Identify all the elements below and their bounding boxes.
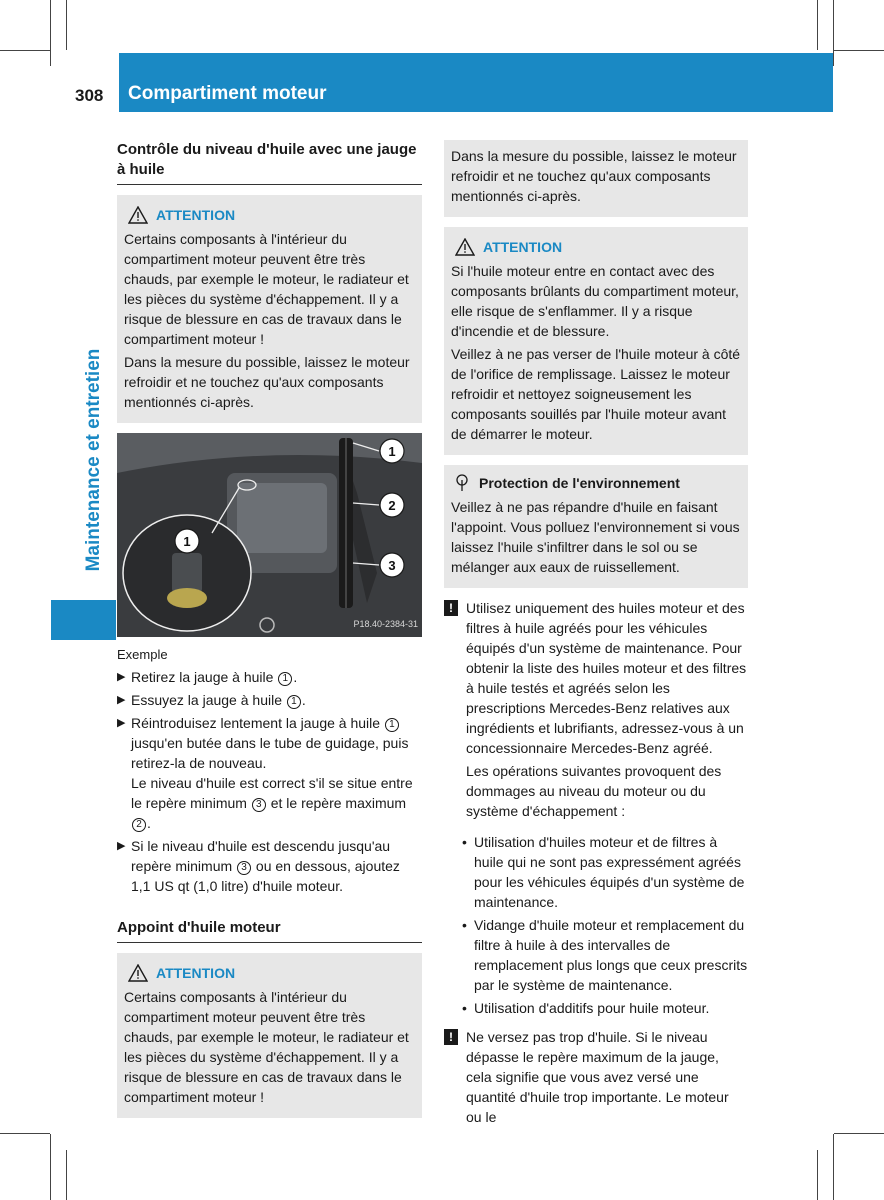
step-text-end: . <box>293 669 298 685</box>
note-text: Les opérations suivantes provoquent des dommages au niveau du moteur ou du système d'échappement : <box>466 763 722 819</box>
environment-title <box>455 473 741 493</box>
note-block <box>444 598 748 826</box>
list-item: • Utilisation d'additifs pour huile moteur. <box>462 1000 710 1016</box>
crop-mark <box>50 0 51 66</box>
callout-2: 2 <box>388 498 396 513</box>
list-item-text: Vidange d'huile moteur et remplacement du filtre à huile à des intervalles de remplacement plus longs que ceux prescrits par le système de maintenance. <box>474 917 748 993</box>
crop-mark <box>834 1133 884 1134</box>
crop-mark <box>50 1134 51 1200</box>
crop-mark <box>833 0 834 66</box>
list-item-text: Utilisation d'additifs pour huile moteur. <box>474 1000 710 1016</box>
step-text: Réintroduisez lentement la jauge à huile <box>131 715 381 731</box>
warning-triangle-icon <box>128 964 148 982</box>
crop-mark <box>834 50 884 51</box>
crop-mark <box>833 1134 834 1200</box>
continued-warning-box <box>444 140 748 217</box>
crop-mark <box>817 0 818 50</box>
instruction-step <box>117 690 422 710</box>
reference-number: 1 <box>287 695 301 709</box>
engine-photo <box>117 433 422 637</box>
reference-number: 1 <box>278 672 292 686</box>
inset-callout-1: 1 <box>183 534 191 549</box>
instruction-step <box>117 836 422 896</box>
right-column <box>444 140 748 1133</box>
list-item: • Utilisation d'huiles moteur et de filtres à huile qui ne sont pas expressément agréés pour les véhicules équipés d'un système de maintenance. <box>444 832 748 912</box>
environment-label: Protection de l'environnement <box>479 475 680 491</box>
step-result: et le repère maximum <box>270 795 407 811</box>
header-divider <box>117 53 119 112</box>
step-text: Essuyez la jauge à huile <box>131 692 282 708</box>
step-result-end: . <box>147 815 151 831</box>
environment-text: Veillez à ne pas répandre d'huile en faisant l'appoint. Vous polluez l'environnement si vous laissez l'huile s'infiltrer dans le sol ou se mélanger aux eaux de ruissellement. <box>451 499 740 575</box>
crop-mark <box>66 0 67 50</box>
environment-icon <box>455 474 469 492</box>
arrow-right-icon: ▶ <box>117 840 126 852</box>
reference-number: 3 <box>252 798 266 812</box>
instruction-step <box>117 667 422 687</box>
arrow-right-icon: ▶ <box>117 671 126 683</box>
crop-mark <box>0 50 50 51</box>
page-number: 308 <box>75 86 104 105</box>
list-item-text: Utilisation d'huiles moteur et de filtres à huile qui ne sont pas expressément agréés pour les véhicules équipés d'un système de maintenance. <box>474 834 745 910</box>
step-result: Le niveau d'huile est correct s'il se situe entre le repère minimum <box>131 775 413 811</box>
warning-triangle-icon <box>128 206 148 224</box>
environment-box <box>444 465 748 588</box>
step-text-end: ou en dessous, ajoutez 1,1 US qt (1,0 litre) d'huile moteur. <box>131 858 400 894</box>
figure-code: P18.40-2384-31 <box>353 619 418 629</box>
section-heading: Appoint d'huile moteur <box>117 918 422 943</box>
left-column <box>117 140 422 1128</box>
warning-label: ATTENTION <box>483 239 563 255</box>
warning-triangle-icon <box>455 238 475 256</box>
exclamation-icon: ! <box>444 600 458 616</box>
warning-title <box>455 237 741 257</box>
exclamation-icon: ! <box>444 1029 458 1045</box>
warning-text: Dans la mesure du possible, laissez le moteur refroidir et ne touchez qu'aux composants mentionnés ci-après. <box>451 148 737 204</box>
warning-box <box>444 227 748 455</box>
page-title: Compartiment moteur <box>128 83 327 104</box>
note-text: Ne versez pas trop d'huile. Si le niveau dépasse le repère maximum de la jauge, cela signifie que vous avez versé une quantité d'huile trop importante. Le moteur ou le <box>466 1029 729 1125</box>
warning-box <box>117 953 422 1118</box>
arrow-right-icon: ▶ <box>117 694 126 706</box>
list-item: • Vidange d'huile moteur et remplacement du filtre à huile à des intervalles de remplacement plus longs que ceux prescrits par le système de maintenance. <box>462 917 748 993</box>
warning-title <box>128 963 415 983</box>
warning-title <box>128 205 415 225</box>
step-text-end: . <box>301 692 306 708</box>
callout-1: 1 <box>388 444 396 459</box>
step-text-end: jusqu'en butée dans le tube de guidage, puis retirez-la de nouveau. <box>131 735 409 771</box>
crop-mark <box>817 1150 818 1200</box>
warning-text: Certains composants à l'intérieur du compartiment moteur peuvent être très chauds, par exemple le moteur, le radiateur et les pièces du système d'échappement. Il y a risque de blessure en cas de travaux dans le compartiment moteur ! <box>124 231 409 347</box>
note-block <box>444 1027 748 1127</box>
warning-text: Dans la mesure du possible, laissez le moteur refroidir et ne touchez qu'aux composants mentionnés ci-après. <box>124 354 410 410</box>
chapter-tab <box>51 600 116 640</box>
step-text: Retirez la jauge à huile <box>131 669 274 685</box>
reference-number: 2 <box>132 818 146 832</box>
note-text: Utilisez uniquement des huiles moteur et des filtres à huile agréés pour les véhicules équipés d'un système de maintenance. Pour obtenir la liste des huiles moteur et des filtres à huile testés et agréés selon les prescriptions Mercedes-Benz relatives aux ingrédients et lubrifiants, adressez-vous à un concessionnaire Mercedes-Benz agréé. <box>466 600 747 756</box>
chapter-label: Maintenance et entretien <box>83 348 104 572</box>
warning-label: ATTENTION <box>156 207 236 223</box>
reference-number: 1 <box>385 718 399 732</box>
reference-number: 3 <box>237 861 251 875</box>
warning-text: Si l'huile moteur entre en contact avec des composants brûlants du compartiment moteur, elle risque de s'enflammer. Il y a risque d'incendie et de blessure. <box>451 263 739 339</box>
warning-box <box>117 195 422 423</box>
callout-3: 3 <box>388 558 396 573</box>
warning-label: ATTENTION <box>156 965 236 981</box>
step-text: Si le niveau d'huile est descendu jusqu'au repère minimum <box>131 838 391 874</box>
instruction-step <box>117 713 422 833</box>
section-heading: Contrôle du niveau d'huile avec une jauge à huile <box>117 140 422 185</box>
crop-mark <box>0 1133 50 1134</box>
warning-text: Certains composants à l'intérieur du compartiment moteur peuvent être très chauds, par exemple le moteur, le radiateur et les pièces du système d'échappement. Il y a risque de blessure en cas de travaux dans le compartiment moteur ! <box>124 989 409 1105</box>
arrow-right-icon: ▶ <box>117 717 126 729</box>
crop-mark <box>66 1150 67 1200</box>
figure-caption: Exemple <box>117 647 168 662</box>
warning-text: Veillez à ne pas verser de l'huile moteur à côté de l'orifice de remplissage. Laissez le moteur refroidir et nettoyez soigneusement les composants souillés par l'huile moteur avant de démarrer le moteur. <box>451 346 741 442</box>
